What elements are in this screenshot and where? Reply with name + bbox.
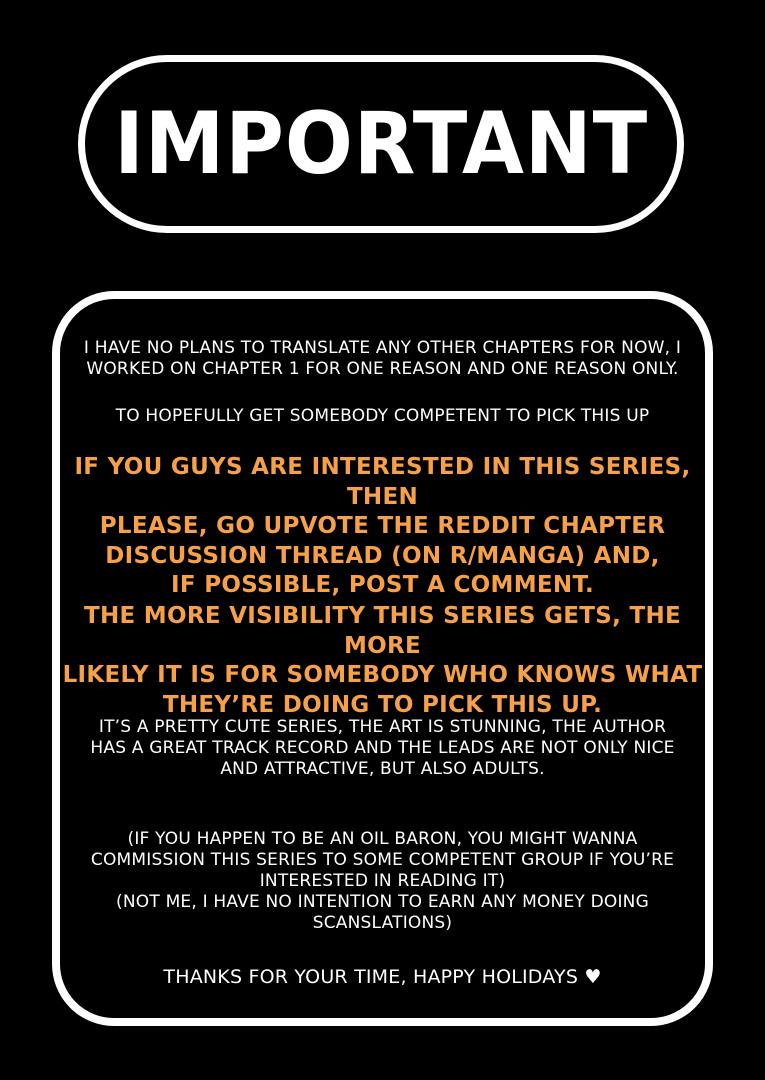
visibility-paragraph: THE MORE VISIBILITY THIS SERIES GETS, THE MORE LIKELY IT IS FOR SOMEBODY WHO KNOWS WHAT THEY’RE DOING TO PICK THIS UP. — [62, 603, 703, 718]
intro-paragraph: I HAVE NO PLANS TO TRANSLATE ANY OTHER CHAPTERS FOR NOW, I WORKED ON CHAPTER 1 FOR ONE REASON AND ONE REASON ONLY. — [83, 338, 682, 379]
page-title: IMPORTANT — [113, 94, 649, 194]
praise-paragraph: IT’S A PRETTY CUTE SERIES, THE ART IS STUNNING, THE AUTHOR HAS A GREAT TRACK RECORD AND THE LEADS ARE NOT ONLY NICE AND ATTRACTIVE, BUT ALSO ADULTS. — [90, 717, 675, 779]
reason-paragraph: TO HOPEFULLY GET SOMEBODY COMPETENT TO PICK THIS UP — [115, 406, 650, 426]
thanks-line: THANKS FOR YOUR TIME, HAPPY HOLIDAYS ♥ — [163, 966, 602, 988]
oil-baron-note: (IF YOU HAPPEN TO BE AN OIL BARON, YOU MIGHT WANNA COMMISSION THIS SERIES TO SOME COMPETENT GROUP IF YOU’RE INTERESTED IN READING IT) — [90, 829, 675, 891]
message-panel — [52, 291, 713, 1026]
call-to-action-paragraph: IF YOU GUYS ARE INTERESTED IN THIS SERIES, THEN PLEASE, GO UPVOTE THE REDDIT CHAPTER DISCUSSION THREAD (ON R/MANGA) AND, IF POSSIBLE, POST A COMMENT. — [74, 454, 691, 598]
not-me-note: (NOT ME, I HAVE NO INTENTION TO EARN ANY MONEY DOING SCANSLATIONS) — [116, 892, 649, 933]
title-banner — [78, 55, 684, 233]
